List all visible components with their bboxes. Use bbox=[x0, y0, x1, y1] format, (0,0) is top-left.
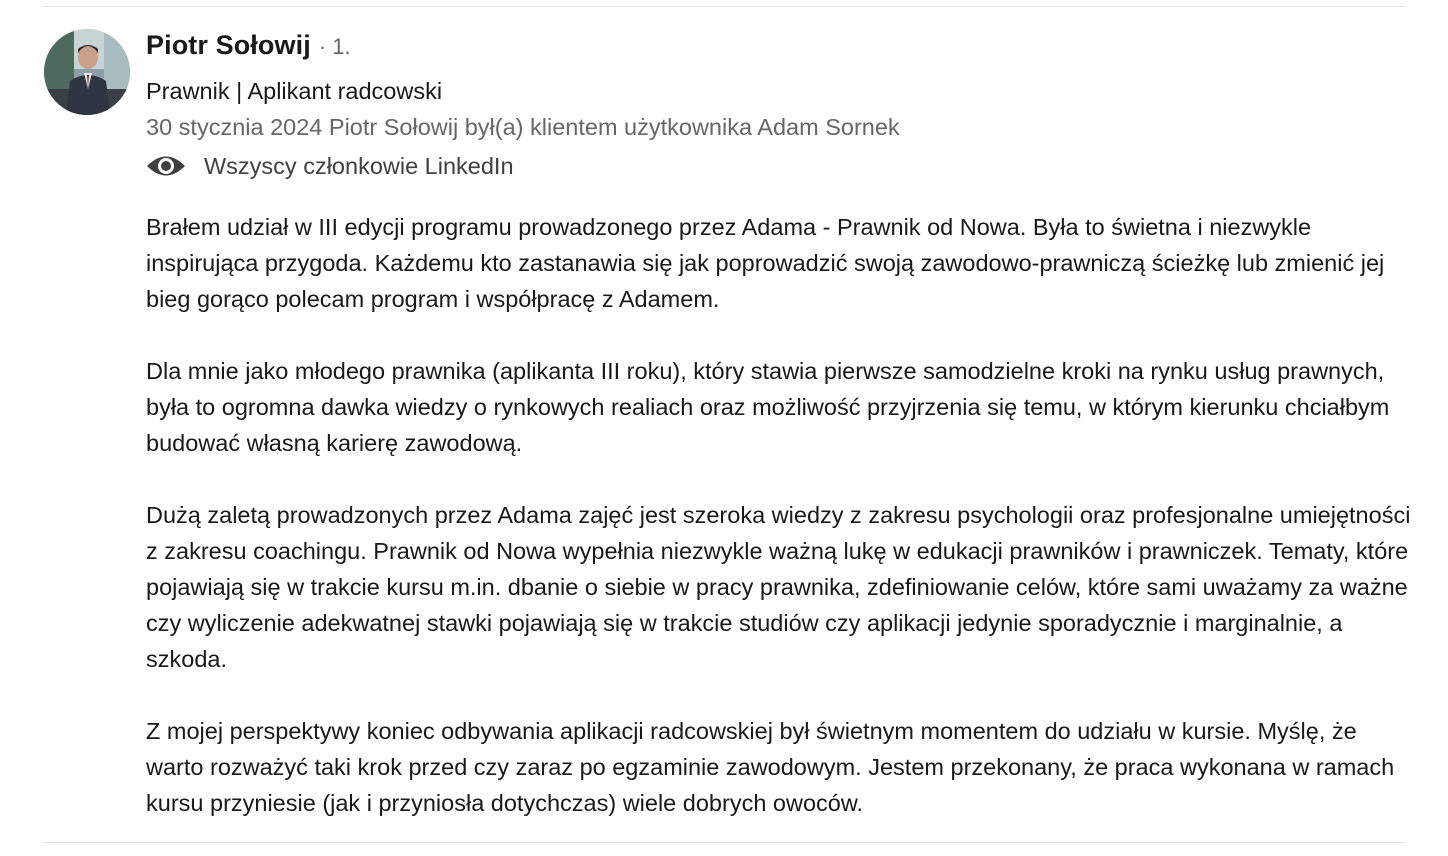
connection-degree: · 1. bbox=[318, 34, 351, 59]
recommendation-paragraph: Dla mnie jako młodego prawnika (aplikanta III roku), który stawia pierwsze samodzielne kroki na rynku usług prawnych, była to ogromna dawka wiedzy o rynkowych realiach oraz możliwość przyjrzenia się temu, w którym kierunku chciałbym budować własną karierę zawodową. bbox=[146, 358, 1390, 456]
top-divider bbox=[43, 6, 1405, 7]
avatar-photo bbox=[44, 29, 130, 115]
recommendation-text bbox=[146, 209, 1412, 821]
recommendation-paragraph: Dużą zaletą prowadzonych przez Adama zajęć jest szeroka wiedzy z zakresu psychologii oraz profesjonalne umiejętności z zakresu coachingu. Prawnik od Nowa wypełnia niezwykle ważną lukę w edukacji prawników i prawniczek. Tematy, które pojawiają się w trakcie kursu m.in. dbanie o siebie w pracy prawnika, zdefiniowanie celów, które sami uważamy za ważne czy wyliczenie adekwatnej stawki pojawiają się w trakcie studiów czy aplikacji jedynie sporadycznie i marginalnie, a szkoda. bbox=[146, 502, 1411, 672]
visibility-row bbox=[146, 146, 1408, 186]
bottom-divider bbox=[43, 842, 1405, 843]
recommendation-paragraph: Brałem udział w III edycji programu prowadzonego przez Adama - Prawnik od Nowa. Była to świetna i niezwykle inspirująca przygoda. Każdemu kto zastanawia się jak poprowadzić swoją zawodowo-prawniczą ścieżkę lub zmienić jej bieg gorąco polecam program i współpracę z Adamem. bbox=[146, 214, 1385, 312]
author-headline: Prawnik | Aplikant radcowski bbox=[146, 78, 443, 104]
recommendation-paragraph: Z mojej perspektywy koniec odbywania aplikacji radcowskiej był świetnym momentem do udziału w kursie. Myślę, że warto rozważyć taki krok przed czy zaraz po egzaminie zawodowym. Jestem przekonany, że praca wykonana w ramach kursu przyniesie (jak i przyniosła dotychczas) wiele dobrych owoców. bbox=[146, 718, 1395, 816]
author-name[interactable]: Piotr Sołowij bbox=[146, 30, 311, 60]
recommendation-meta: 30 stycznia 2024 Piotr Sołowij był(a) klientem użytkownika Adam Sornek bbox=[146, 114, 900, 140]
avatar[interactable] bbox=[44, 29, 130, 115]
recommendation-header bbox=[146, 30, 1408, 186]
eye-icon bbox=[146, 153, 186, 179]
visibility-label: Wszyscy członkowie LinkedIn bbox=[204, 152, 514, 179]
name-line bbox=[146, 30, 1408, 70]
